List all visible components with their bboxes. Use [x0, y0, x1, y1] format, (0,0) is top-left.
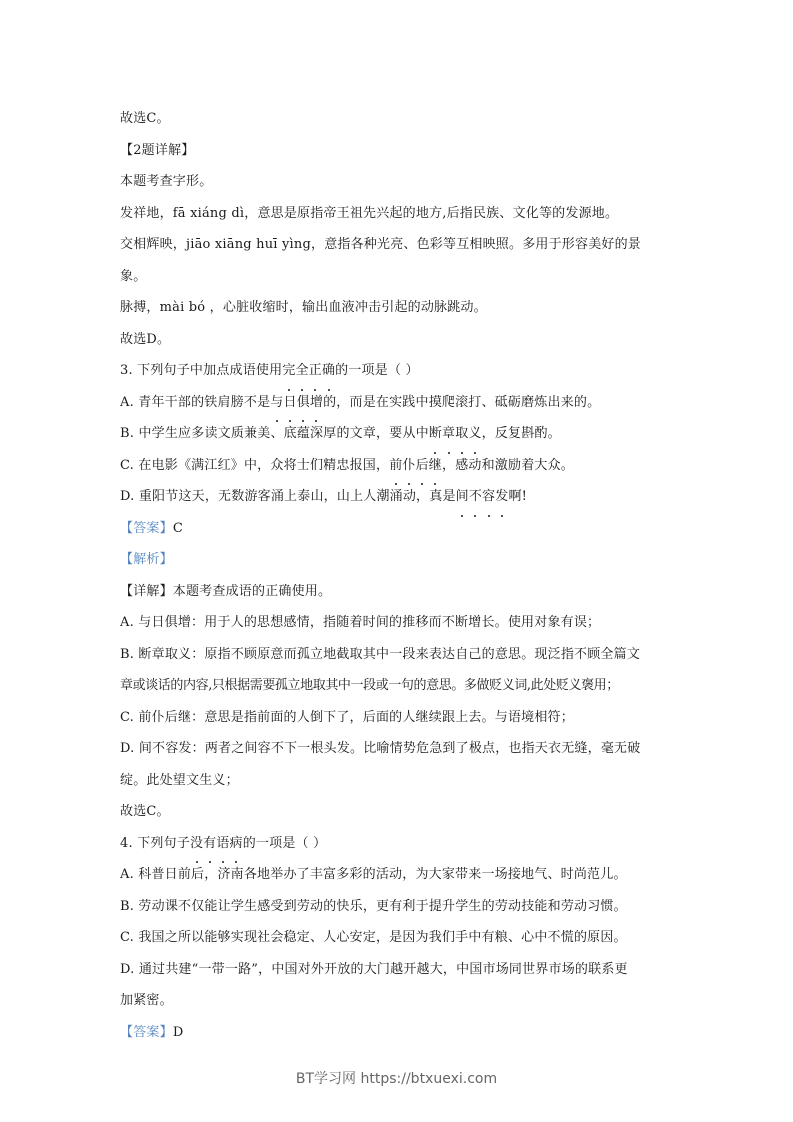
option-letter: A.: [120, 394, 134, 410]
emphasis-char: 有: [203, 828, 216, 860]
emphasis-char: 章: [442, 418, 455, 450]
emphasis-char: 前: [389, 450, 402, 482]
option-letter: D.: [120, 489, 135, 504]
option-letter: B.: [120, 426, 135, 441]
option-letter: C.: [120, 457, 135, 473]
question-4-option-b: B. 劳动课不仅能让学生感受到劳动的快乐，更有利于提升学生的劳动技能和劳动习惯。: [120, 898, 627, 914]
document-page: [120, 103, 676, 1048]
emphasis-char: 不: [469, 481, 482, 513]
answer-label: 【答案】: [120, 1024, 173, 1040]
text-line: 象。: [120, 268, 147, 284]
emphasis-char: 全: [296, 355, 309, 387]
emphasis-char: 断: [429, 418, 442, 450]
emphasis-char: 日: [283, 387, 296, 419]
option-text: ，反复斟酌。: [481, 426, 561, 441]
stem-text: 的一项是（ ）: [242, 835, 327, 851]
option-text: 重阳节这天，无数游客涌上泰山，山上人潮涌动，真是: [138, 489, 456, 504]
analysis-label: 【解析】: [120, 552, 173, 567]
emphasis-char: 病: [230, 828, 243, 860]
explanation-line: 章或谈话的内容,只根据需要孤立地取其中一段或一句的意思。多做贬义词,此处贬义褒用；: [120, 678, 619, 693]
footer-watermark: BT学习网 https://btxuexi.com: [295, 1071, 498, 1087]
stem-text: 的一项是（ ）: [335, 363, 419, 378]
emphasis-char: 完: [282, 355, 295, 387]
text-line: 故选C。: [120, 111, 170, 126]
option-text: 在电影《满江红》中，众将士们精忠报国，: [138, 457, 390, 473]
answer-value: C: [172, 520, 183, 536]
question-4-option-a: A. 科普日前后，济南各地举办了丰富多彩的活动，为大家带来一场接地气、时尚范儿。: [120, 867, 627, 882]
option-text: ，感动和激励着大众。: [442, 457, 575, 473]
question-3-stem: [120, 355, 676, 387]
explanation-line: A. 与日俱增：用于人的思想感情，指随着时间的推移而不断增长。使用对象有误；: [120, 615, 601, 630]
option-text: 的，而是在实践中摸爬滚打、砥砺磨炼出来的。: [323, 394, 601, 410]
question-3-option-d: [120, 481, 676, 513]
emphasis-char: 增: [310, 387, 323, 419]
emphasis-char: 语: [216, 828, 229, 860]
explanation-line: C. 前仆后继：意思是指前面的人倒下了，后面的人继续跟上去。与语境相符；: [120, 709, 574, 725]
emphasis-char: 确: [322, 355, 335, 387]
answer-value: D: [172, 1024, 184, 1040]
question-4-option-c: C. 我国之所以能够实现社会稳定、人心安定，是因为我们手中有粮、心中不慌的原因。: [120, 930, 627, 945]
question-4-option-d: D. 通过共建“一带一路”，中国对外开放的大门越开越大，中国市场同世界市场的联系更: [120, 961, 628, 977]
text-line: 故选D。: [120, 331, 171, 347]
answer-label: 【答案】: [120, 520, 173, 536]
question-3-answer: [120, 513, 676, 545]
question-4-stem: [120, 828, 676, 860]
option-text: 中学生应多读文质兼美、底蕴深厚的文章，要从中: [138, 426, 429, 441]
emphasis-char: 义: [468, 418, 481, 450]
question-4-answer: [120, 1017, 676, 1049]
question-3-option-a: [120, 387, 676, 419]
conclusion: 故选C。: [120, 804, 170, 819]
stem-text: 4. 下列句子: [120, 835, 190, 851]
emphasis-char: 间: [456, 481, 469, 513]
emphasis-char: 容: [482, 481, 495, 513]
option-text: 啊!: [508, 489, 528, 504]
emphasis-char: 与: [270, 387, 283, 419]
text-line: 交相辉映，jiāo xiāng huī yìng，意指各种光亮、色彩等互相映照。多用于形容美好的景: [120, 237, 641, 252]
emphasis-char: 正: [309, 355, 322, 387]
text-line: 脉搏，mài bó ，心脏收缩时，输出血液冲击引起的动脉跳动。: [120, 300, 487, 315]
emphasis-char: 取: [455, 418, 468, 450]
emphasis-char: 仆: [402, 450, 415, 482]
text-line: 本题考查字形。: [120, 174, 213, 189]
explanation-line: D. 间不容发：两者之间容不下一根头发。比喻情势危急到了极点，也指天衣无缝，毫无破: [120, 741, 641, 756]
explanation-line: 绽。此处望文生义；: [120, 772, 239, 788]
emphasis-char: 后: [416, 450, 429, 482]
emphasis-char: 没: [190, 828, 203, 860]
option-text: 青年干部的铁肩膀不是: [138, 394, 271, 410]
question-3-option-b: [120, 418, 676, 450]
detail-intro: 【详解】本题考查成语的正确使用。: [120, 583, 332, 599]
explanation-line: B. 断章取义：原指不顾原意而孤立地截取其中一段来表达自己的意思。现泛指不顾全篇文: [120, 646, 641, 662]
section-heading: 【2题详解】: [120, 142, 195, 158]
question-3-option-c: [120, 450, 676, 482]
emphasis-char: 俱: [297, 387, 310, 419]
question-4-option-d-cont: 加紧密。: [120, 993, 173, 1008]
emphasis-char: 继: [429, 450, 442, 482]
stem-text: 3. 下列句子中加点成语使用: [120, 363, 283, 378]
text-line: 发祥地，fā xiáng dì，意思是原指帝王祖先兴起的地方,后指民族、文化等的发源地。: [120, 205, 619, 221]
emphasis-char: 发: [495, 481, 508, 513]
